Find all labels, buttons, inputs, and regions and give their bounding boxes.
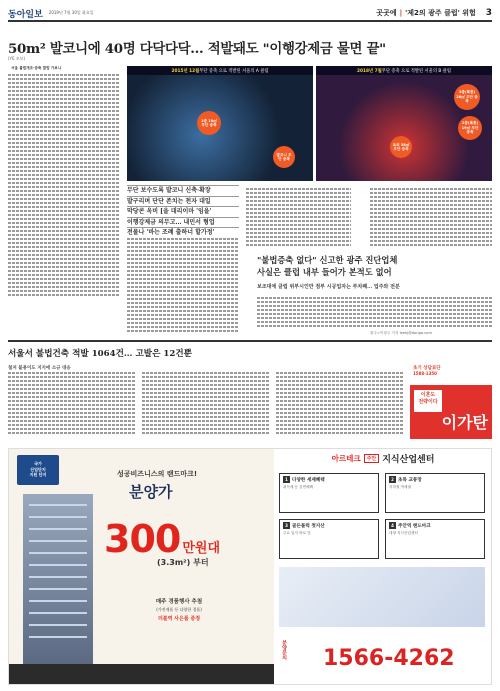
- ad-badge: 국가 산업단지 지원 단지: [17, 455, 59, 485]
- ad-cta: 이혼도 전략이다: [414, 390, 442, 412]
- byline: (YE 꼬보): [8, 56, 26, 61]
- building-rendering: [23, 494, 93, 664]
- side-subhead: 보조대에 클럽 위부시인만 점부 시공업자는 부차째… 업주와 전분: [257, 284, 400, 290]
- page-number: 3: [485, 8, 492, 18]
- ad-brand-name: 이가탄: [441, 413, 488, 432]
- ad-event: 매주 경품행사 추첨 (가전제품 등 다양한 경품) 더블역 사은품 증정: [155, 599, 203, 622]
- side-article: [257, 255, 492, 335]
- main-headline: 50m² 발코니에 40명 다닥다닥… 적발돼도 "이행강제금 물면 끝": [8, 41, 386, 57]
- article-column-1: [8, 66, 120, 336]
- ad-right-header: 아르테크 주안 지식산업센터: [331, 453, 435, 465]
- side-byline: 광주=이형주 기자 leehj@donga.com: [370, 331, 432, 335]
- side-headline-2: 사실은 클럽 내부 들어가 본적도 없어: [257, 266, 392, 277]
- side-headline-1: "불법증축 없다" 신고한 광주 진단업체: [257, 255, 398, 265]
- eritan-ad[interactable]: [410, 363, 492, 439]
- ad-feature-cell: 1 다양한 세제혜택 취득세 등 감면혜택: [279, 473, 379, 513]
- dateline: 2019년 7월 30일 화요일: [48, 10, 94, 15]
- ad-area: (3.3m²) 부터: [157, 558, 209, 567]
- ad-map: [279, 567, 485, 627]
- ad-phone: 1588-1350: [413, 371, 437, 376]
- photo-caption: 2015년 12월 무단 증축 으로 적발된 서울의 A 클럽: [127, 66, 313, 75]
- ad-tagline: 성공비즈니스의 랜드마크!: [117, 470, 198, 478]
- club-b-photo: [316, 66, 492, 181]
- ad-feature-cell: 3 골든블럭 첫지산 주요 입지 바로 앞: [279, 519, 379, 559]
- ad-feature-cell: 4 주안역 랜드마크 대형 지식산업센터: [385, 519, 485, 559]
- annotation-bubble: 발코니 무단 증축: [273, 146, 295, 168]
- annotation-bubble: 3층(복층) 26㎡ 무단 증축: [454, 84, 480, 110]
- ad-feature-cell: 2 초특 교통망 지하철 역세권: [385, 473, 485, 513]
- section-2-column-3: [276, 370, 404, 442]
- article-column-3: [246, 186, 351, 250]
- section-2-subhead: 철저 불용이도 지지에 소규 대응: [8, 366, 71, 371]
- annotation-bubble: 2층(복층) 19㎡ 무단 증축: [458, 116, 482, 140]
- page-header: [8, 6, 492, 22]
- ad-price: 300 만원대: [104, 517, 221, 561]
- side-article-body: [257, 295, 492, 335]
- article-column-2: [127, 236, 239, 336]
- lead-para-title: 서울 불법개조·증축 클럽 가보니: [11, 66, 62, 70]
- newspaper-logo: 동아일보: [8, 9, 43, 20]
- section-2-column-2: [142, 370, 270, 442]
- ad-phone-bar: 분양문의 1566-4262: [281, 640, 455, 671]
- ad-top-strip: 초기 상담료단 1588-1350: [410, 363, 492, 385]
- annotation-bubble: 2층 10㎡ 무단 증축: [197, 111, 221, 135]
- section-2-column-1: [8, 370, 136, 442]
- ad-left-panel: [9, 449, 274, 684]
- sidebar-headline: 무단 보수도록 발코니 신축·확장 발구리며 단단 존치는 천자 대일 막당콘 옥비 [을 대리이마 '임을' 이행강제금 의무고… 내민서 형업 전물나 '바는 조례 출하너 할가정': [127, 185, 239, 238]
- section-prefix: 곳곳에: [376, 9, 397, 17]
- section-2-headline: 서울서 불법건축 적발 1064건… 고발은 12건뿐: [8, 349, 192, 359]
- ad-footer-strip: [9, 664, 274, 684]
- ad-right-panel: [275, 449, 491, 684]
- real-estate-ad[interactable]: [8, 448, 492, 685]
- section-title: 곳곳에 | '제2의 광주 클럽' 위험: [376, 9, 476, 17]
- ad-big-word: 분양가: [129, 483, 173, 501]
- photo-caption: 2018년 7월 무단 증축 으로 적발된 서울의 B 클럽: [316, 66, 492, 75]
- annotation-bubble: 옥외 38㎡ 무단 증축: [390, 136, 412, 158]
- article-column-4: [370, 186, 492, 250]
- club-a-photo: [127, 66, 313, 181]
- section-title-text: '제2의 광주 클럽' 위험: [405, 9, 476, 17]
